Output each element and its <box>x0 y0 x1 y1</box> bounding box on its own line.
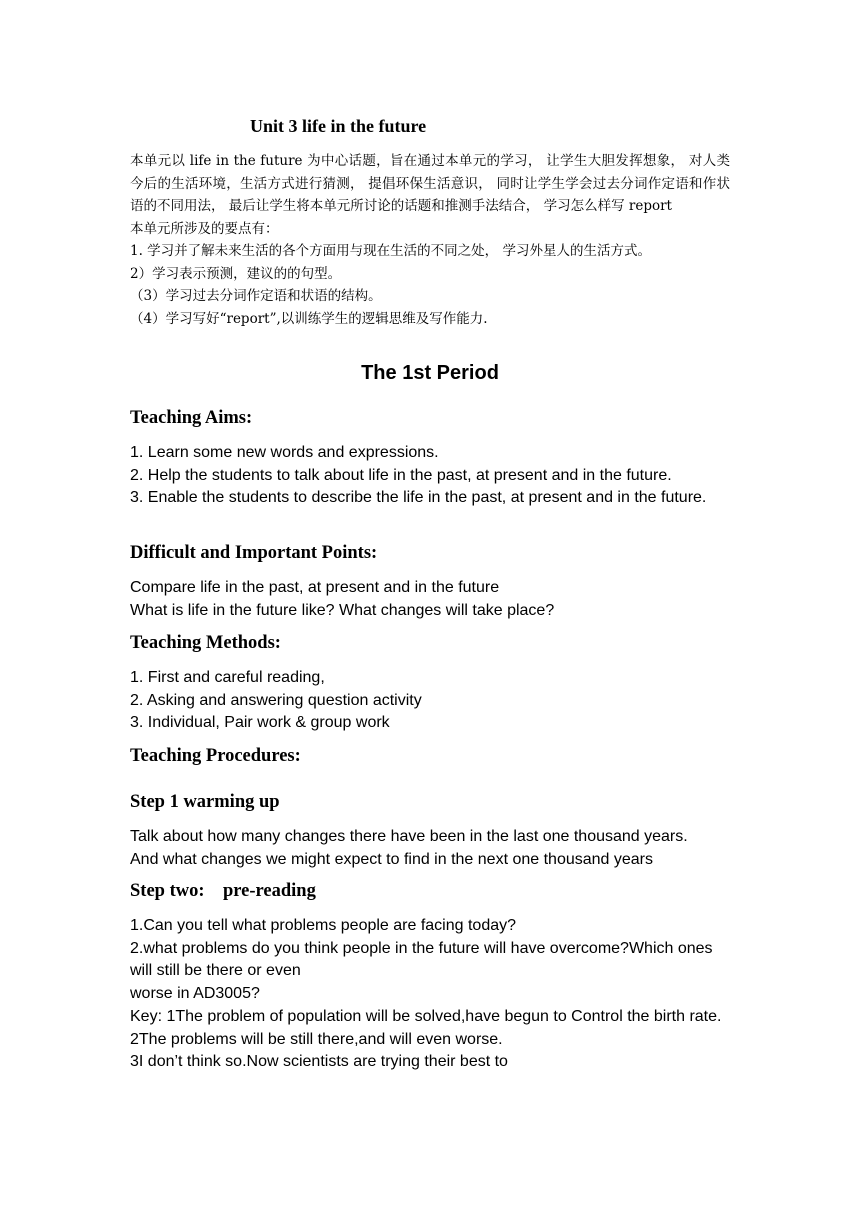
step1-content <box>130 826 730 871</box>
step1-line: Talk about how many changes there have been in the last one thousand years. <box>130 828 688 845</box>
step2-line: 2The problems will be still there,and will even worse. <box>130 1030 503 1048</box>
step2-heading: Step two: pre-reading <box>130 881 316 901</box>
intro-point: （3）学习过去分词作定语和状语的结构。 <box>130 288 382 304</box>
aim-item: 3. Enable the students to describe the life in the past, at present and in the future. <box>130 489 707 507</box>
difficult-points-list <box>130 577 730 622</box>
step1-heading: Step 1 warming up <box>130 792 280 812</box>
method-item: 1. First and careful reading, <box>130 669 325 686</box>
unit-intro <box>130 150 730 330</box>
teaching-methods-heading: Teaching Methods: <box>130 633 281 653</box>
method-item: 2. Asking and answering question activity <box>130 691 422 709</box>
difficult-points-heading: Difficult and Important Points: <box>130 543 378 563</box>
step2-line: worse in AD3005? <box>130 985 260 1003</box>
intro-point: 2）学习表示预测，建议的的句型。 <box>130 265 342 282</box>
period-title: The 1st Period <box>361 362 499 384</box>
intro-point: （4）学习写好“report”,以训练学生的逻辑思维及写作能力. <box>130 310 488 327</box>
intro-points-heading: 本单元所涉及的要点有： <box>130 220 279 237</box>
teaching-aims-heading: Teaching Aims: <box>130 408 253 428</box>
step2-line: 3I don’t think so.Now scientists are trying their best to <box>130 1053 508 1071</box>
step2-line: Key: 1The problem of population will be solved,have begun to Control the birth rate. <box>130 1007 722 1025</box>
step1-line: And what changes we might expect to find in the next one thousand years <box>130 850 653 868</box>
aim-item: 2. Help the students to talk about life in the past, at present and in the future. <box>130 466 672 484</box>
teaching-procedures-heading: Teaching Procedures: <box>130 746 301 766</box>
intro-paragraph: 本单元以 life in the future 为中心话题，旨在通过本单元的学习， 让学生大胆发挥想象， 对人类今后的生活环境，生活方式进行猜测， 提倡环保生活意识， 同时让学生学会过去分词作定语和作状语的不同用法， 最后让学生将本单元所讨论的话题和推测手法结合， 学习怎么样写 report <box>130 153 730 214</box>
step2-content <box>130 915 730 1074</box>
step2-line: 2.what problems do you think people in the future will have overcome?Which ones will still be there or even <box>130 939 713 980</box>
unit-title: Unit 3 life in the future <box>250 116 427 136</box>
intro-point: 1. 学习并了解未来生活的各个方面用与现在生活的不同之处， 学习外星人的生活方式。 <box>130 243 651 259</box>
point-item: What is life in the future like? What changes will take place? <box>130 601 555 619</box>
aim-item: 1. Learn some new words and expressions. <box>130 444 439 461</box>
point-item: Compare life in the past, at present and in the future <box>130 579 500 596</box>
teaching-aims-list <box>130 442 730 510</box>
step2-line: 1.Can you tell what problems people are facing today? <box>130 917 517 934</box>
teaching-methods-list <box>130 667 730 735</box>
method-item: 3. Individual, Pair work & group work <box>130 714 390 732</box>
